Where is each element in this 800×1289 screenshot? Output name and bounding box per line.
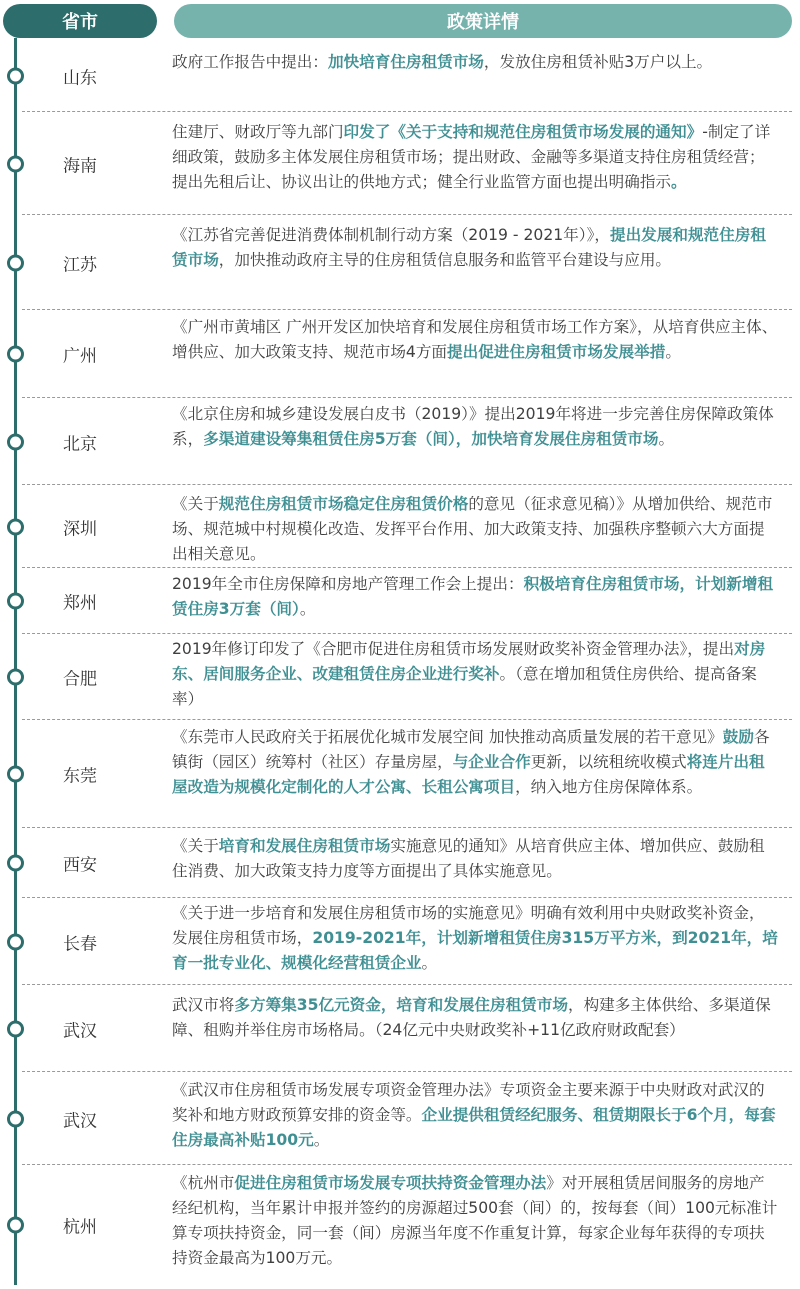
table-row	[0, 1165, 800, 1284]
highlight-text: 提出促进住房租赁市场发展举措	[447, 343, 666, 361]
policy-text: ，纳入地方住房保障体系。	[515, 778, 703, 796]
highlight-text: 鼓励	[722, 728, 754, 746]
timeline-node	[7, 155, 24, 172]
policy-text: 。	[665, 343, 681, 361]
policy-text: 。（意在增加租赁住房供给、提高备案率）	[172, 665, 757, 708]
policy-detail-cell	[172, 993, 780, 1043]
highlight-text: 印发了《关于支持和规范住房租赁市场发展的通知》	[343, 123, 703, 141]
policy-detail-cell	[172, 1171, 780, 1271]
table-row	[0, 828, 800, 898]
policy-text: 《武汉市住房租赁市场发展专项资金管理办法》专项资金主要来源于中央财政对武汉的奖补和地方财政预算安排的资金等。	[172, 1081, 765, 1124]
policy-text: 政府工作报告中提出：	[172, 53, 328, 71]
timeline-node	[7, 766, 24, 783]
highlight-text: 促进住房租赁市场发展专项扶持资金管理办法	[234, 1174, 547, 1192]
policy-detail-cell	[172, 402, 780, 452]
policy-detail-cell	[172, 1078, 780, 1153]
policy-detail-cell	[172, 901, 780, 976]
timeline-node	[7, 254, 24, 271]
policy-text: 《杭州市	[172, 1174, 235, 1192]
highlight-text: 对房东、居间服务企业、改建租赁住房企业进行奖补	[172, 640, 766, 683]
province-cell: 郑州	[63, 593, 97, 614]
table-row	[0, 568, 800, 634]
timeline-node	[7, 593, 24, 610]
highlight-text: 多渠道建设筹集租赁住房5万套（间），加快培育发展住房租赁市场	[203, 430, 659, 448]
highlight-text: 与企业合作	[452, 753, 531, 771]
table-row	[0, 634, 800, 720]
timeline-node	[7, 669, 24, 686]
table-row	[0, 720, 800, 828]
policy-text: 《东莞市人民政府关于拓展优化城市发展空间 加快推动高质量发展的若干意见》	[172, 728, 723, 746]
table-row	[0, 898, 800, 985]
table-row	[0, 485, 800, 568]
province-cell: 武汉	[63, 1021, 97, 1041]
policy-text: -制定了详细政策，鼓励多主体发展住房租赁市场；提出财政、金融等多渠道支持住房租赁经营；提出先租后让、协议出让的供地方式；健全行业监管方面也提出明确指示	[172, 123, 771, 191]
policy-detail-cell	[172, 120, 780, 195]
table-row	[0, 398, 800, 485]
table-row	[0, 40, 800, 112]
policy-text: 各镇街（园区）统筹村（社区）存量房屋，	[172, 728, 770, 771]
highlight-text: 。	[671, 173, 687, 191]
province-cell: 长春	[63, 934, 97, 954]
policy-detail-cell	[172, 223, 780, 273]
province-cell: 杭州	[63, 1217, 97, 1237]
policy-text: 《关于	[172, 837, 219, 855]
policy-detail-cell	[172, 637, 780, 712]
policy-text: 《江苏省完善促进消费体制机制行动方案（2019 - 2021年）》，	[172, 226, 610, 244]
province-cell: 东莞	[63, 766, 97, 787]
policy-detail-cell	[172, 315, 780, 365]
policy-detail-cell	[172, 492, 780, 567]
highlight-text: 规范住房租赁市场稳定住房租赁价格	[218, 495, 469, 513]
table-row	[0, 310, 800, 398]
province-cell: 广州	[63, 346, 97, 367]
policy-text: 住建厅、财政厅等九部门	[172, 123, 344, 141]
policy-text: ，加快推动政府主导的住房租赁信息服务和监管平台建设与应用。	[218, 251, 672, 269]
highlight-text: 积极培育住房租赁市场，计划新增租赁住房3万套（间）	[172, 575, 774, 618]
policy-text: ，发放住房租赁补贴3万户以上。	[483, 53, 713, 71]
policy-detail-cell	[172, 725, 780, 800]
policy-text: 2019年全市住房保障和房地产管理工作会上提出：	[172, 575, 524, 593]
province-cell: 海南	[63, 156, 97, 176]
policy-text: 《关于	[172, 495, 219, 513]
policy-text: 》对开展租赁居间服务的房地产经纪机构，当年累计申报并签约的房源超过500套（间）的，按每套（间）100元标准计算专项扶持资金，同一套（间）房源当年度不作重复计算，每家企业每年获得的专项扶持资金最高为100万元。	[172, 1174, 778, 1267]
highlight-text: 加快培育住房租赁市场	[327, 53, 484, 71]
highlight-text: 多方筹集35亿元资金，培育和发展住房租赁市场	[234, 996, 568, 1014]
province-cell: 山东	[63, 68, 97, 89]
table-row	[0, 215, 800, 310]
policy-text: 更新，以统租统收模式	[530, 753, 687, 771]
table-header	[0, 0, 800, 40]
timeline-node	[7, 346, 24, 363]
policy-text: 《关于进一步培育和发展住房租赁市场的实施意见》明确有效利用中央财政奖补资金，发展住房租赁市场，	[172, 904, 765, 947]
province-cell: 北京	[63, 434, 97, 454]
province-cell: 江苏	[63, 255, 97, 275]
policy-detail-cell	[172, 572, 780, 622]
policy-column-header: 政策详情	[174, 4, 792, 38]
highlight-text: 企业提供租赁经纪服务、租赁期限长于6个月，每套住房最高补贴100元	[172, 1106, 776, 1149]
timeline-node	[7, 518, 24, 535]
policy-text: 。	[658, 430, 675, 448]
policy-text: 。	[313, 1131, 330, 1149]
table-row	[0, 985, 800, 1072]
highlight-text: 提出发展和规范住房租赁市场	[172, 226, 766, 269]
policy-text: 《北京住房和城乡建设发展白皮书（2019）》提出2019年将进一步完善住房保障政策体系，	[172, 405, 774, 448]
timeline-node	[7, 433, 24, 450]
timeline-node	[7, 1216, 24, 1233]
province-cell: 合肥	[63, 669, 97, 690]
province-column-header: 省市	[3, 4, 157, 38]
timeline-node	[7, 855, 24, 872]
policy-text: 。	[299, 600, 316, 618]
policy-text: 。	[421, 954, 438, 972]
highlight-text: 2019-2021年，计划新增租赁住房315万平方米，到2021年，培育一批专业化、规模化经营租赁企业	[172, 929, 778, 972]
timeline-node	[7, 933, 24, 950]
province-cell: 西安	[63, 855, 97, 876]
timeline-node	[7, 1110, 24, 1127]
policy-text: 《广州市黄埔区 广州开发区加快培育和发展住房租赁市场工作方案》，从培育供应主体、增供应、加大政策支持、规范市场4方面	[172, 318, 778, 361]
province-cell: 深圳	[63, 519, 97, 539]
timeline-node	[7, 68, 24, 85]
policy-text: 2019年修订印发了《合肥市促进住房租赁市场发展财政奖补资金管理办法》，提出	[172, 640, 735, 658]
province-cell: 武汉	[63, 1111, 97, 1131]
table-row	[0, 1072, 800, 1165]
policy-detail-cell	[172, 50, 780, 75]
policy-text: 武汉市将	[172, 996, 235, 1014]
timeline-node	[7, 1020, 24, 1037]
highlight-text: 将连片出租屋改造为规模化定制化的人才公寓、长租公寓项目	[172, 753, 765, 796]
table-row	[0, 112, 800, 215]
policy-text: ，构建多主体供给、多渠道保障、租购并举住房市场格局。（24亿元中央财政奖补+11亿政府财政配套）	[172, 996, 771, 1039]
policy-text: 实施意见的通知》从培育供应主体、增加供应、鼓励租住消费、加大政策支持力度等方面提出了具体实施意见。	[172, 837, 765, 880]
policy-detail-cell	[172, 834, 780, 884]
highlight-text: 培育和发展住房租赁市场	[218, 837, 391, 855]
policy-text: 的意见（征求意见稿）》从增加供给、规范市场、规范城中村规模化改造、发挥平台作用、加大政策支持、加强秩序整顿六大方面提出相关意见。	[172, 495, 773, 563]
